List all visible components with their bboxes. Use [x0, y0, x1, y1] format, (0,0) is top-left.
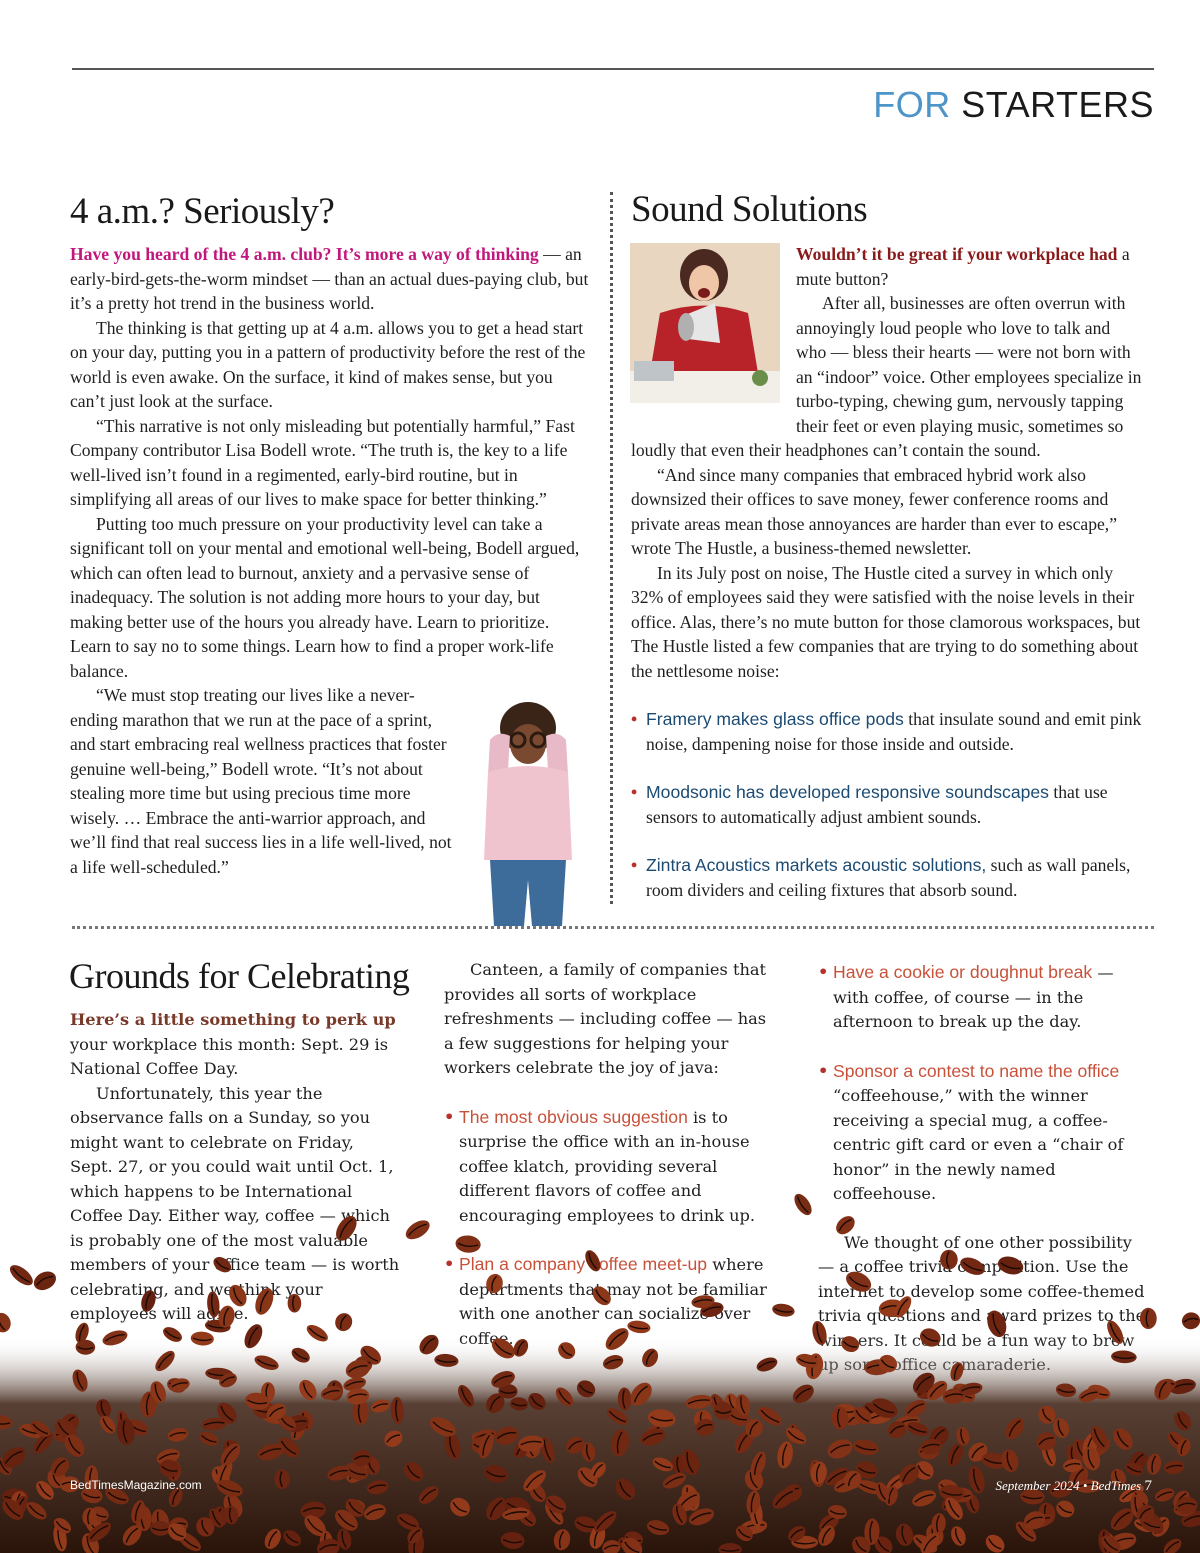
article2-p2-text: After all, businesses are often overrun with annoyingly loud people who love to talk and who — bless their hearts — were not born with an “indoor” voice. Other employees specialize in turbo-typing, chewing gum, nervously tapping their feet or even playing music, sometimes so loudly that even their headphones can’t contain the sound. [631, 293, 1142, 460]
article3-p2: Unfortunately, this year the observance falls on a Sunday, so you might want to celebrate on Friday, [70, 1083, 371, 1152]
article3-title: Grounds for Celebrating [69, 956, 410, 996]
bullet-lead: Zintra Acoustics markets acoustic solutions, [646, 855, 987, 875]
article1-p2: The thinking is that getting up at 4 a.m. allows you to get a head start on your day, putting you in a pattern of productivity before the rest of the world is even awake. On the surface, it kind of makes sense, but you can’t just look at the surface. [70, 317, 586, 411]
footer-issue [996, 1478, 1152, 1495]
bullet-dot: • [631, 782, 638, 802]
article2-p4: In its July post on noise, The Hustle cited a survey in which only 32% of employees said they were satisfied with the noise levels in their office. Alas, there’s no mute button for those clamorous workspaces, but The Hustle listed a few companies that are trying to do something about the nettlesome noise: [631, 562, 1141, 681]
article2-lead: Wouldn’t it be great if your workplace had [796, 244, 1118, 264]
section-header-starters: STARTERS [961, 84, 1154, 125]
section-header [873, 84, 1154, 126]
top-rule [72, 68, 1154, 70]
bullet-dot: • [631, 855, 638, 875]
bullet-lead: Moodsonic has developed responsive soundscapes [646, 782, 1049, 802]
bullet-rest: that insulate sound and emit pink noise, dampening noise for those inside and outside. [646, 709, 1142, 754]
article2-title: Sound Solutions [631, 189, 868, 230]
bullet-rest: that use sensors to automatically adjust ambient sounds. [646, 782, 1108, 827]
footer-site: BedTimesMagazine.com [70, 1478, 202, 1492]
list-item [631, 707, 1143, 756]
article1-p3: “This narrative is not only misleading but potentially harmful,” Fast Company contributor Lisa Bodell wrote. “The truth is, the key to a life well-lived isn’t found in a regimented, early-bird routine, but in simplifying all areas of our lives to make space for better thinking.” [70, 415, 575, 509]
bullet-dot: • [444, 1106, 455, 1126]
article2-p3: “And since many companies that embraced hybrid work also downsized their offices to save money, fewer conference rooms and private areas mean those annoyances are harder than ever to escape,” wrote The Hustle, a business-themed newsletter. [631, 464, 1118, 558]
bullet-rest: is to surprise the office with an in-house [459, 1107, 750, 1151]
article1-title: 4 a.m.? Seriously? [70, 191, 335, 232]
bullet-dot: • [818, 962, 829, 981]
bullet-rest: such as wall panels, room dividers and ceiling fixtures that absorb sound. [646, 855, 1131, 900]
article3-p1-rest: your workplace this month: Sept. 29 is National Coffee Day. [70, 1034, 388, 1078]
article1-p5: “We must stop treating our lives like a never-ending marathon that we run at the pace of a sprint, and start embracing real wellness practices that foster genuine well-being,” Bodell wrote. “It’s not about stealing more time but using precious time more wisely. … Embrace the anti-warrior approach, and we’ll find that real success lies in a life well-lived, not a life well-scheduled.” [70, 685, 452, 877]
article1-p1 [70, 242, 590, 316]
list-item [631, 853, 1143, 902]
article2-body [631, 242, 1143, 902]
article3-lead: Here’s a little something to perk up [70, 1010, 396, 1029]
coffee-bean [1140, 1308, 1157, 1329]
section-divider [72, 926, 1154, 929]
photo-woman-binocular-hands [468, 700, 588, 926]
bullet-dot: • [818, 1060, 829, 1080]
article1-lead: Have you heard of the 4 a.m. club? It’s more a way of thinking [70, 244, 539, 264]
column-divider [610, 192, 613, 904]
article2-bullets [631, 707, 1143, 902]
article3-col2-intro: Canteen, a family of companies that provides all sorts of workplace refreshments — including coffee — has a few suggestions for helping your workers celebrate the joy of java: [444, 960, 767, 1077]
article3-p1 [70, 1008, 400, 1082]
bullet-rest: “coffeehouse,” with the winner receiving a special mug, a coffee-centric gift card or even a “chair of [833, 1086, 1124, 1154]
article1-p1-rest: — an early-bird-gets-the-worm mindset — than an actual dues-paying club, but it’s a pretty hot trend in the business world. [70, 244, 589, 313]
bullet-rest: — with coffee, of course — in the afternoon to break up the day. [833, 963, 1114, 1031]
bullet-lead: Sponsor a contest to name the office [833, 1060, 1120, 1081]
list-item [818, 960, 1148, 1035]
bullet-lead: The most obvious suggestion [459, 1106, 688, 1127]
section-header-for: FOR [873, 84, 951, 125]
page-number: 7 [1144, 1478, 1152, 1494]
bullet-lead: Have a cookie or doughnut break [833, 962, 1093, 982]
list-item [631, 780, 1143, 829]
article1-p4: Putting too much pressure on your productivity level can take a significant toll on your mental and emotional well-being, Bodell argued, which can often lead to burnout, anxiety and a pervasive sense of inadequacy. The solution is not adding more hours to your day, but making better use of the hours you already have. Learn to prioritize. Learn to say no to some things. Learn how to find a proper work-life balance. [70, 513, 580, 681]
article2-p1-rest: a mute button? [796, 244, 1130, 289]
bullet-lead: Framery makes glass office pods [646, 709, 904, 729]
article2-p1 [631, 242, 1143, 291]
article2-p2 [631, 291, 1143, 463]
bullet-dot: • [631, 709, 638, 729]
footer-issue-text: September 2024 • BedTimes [995, 1478, 1142, 1493]
